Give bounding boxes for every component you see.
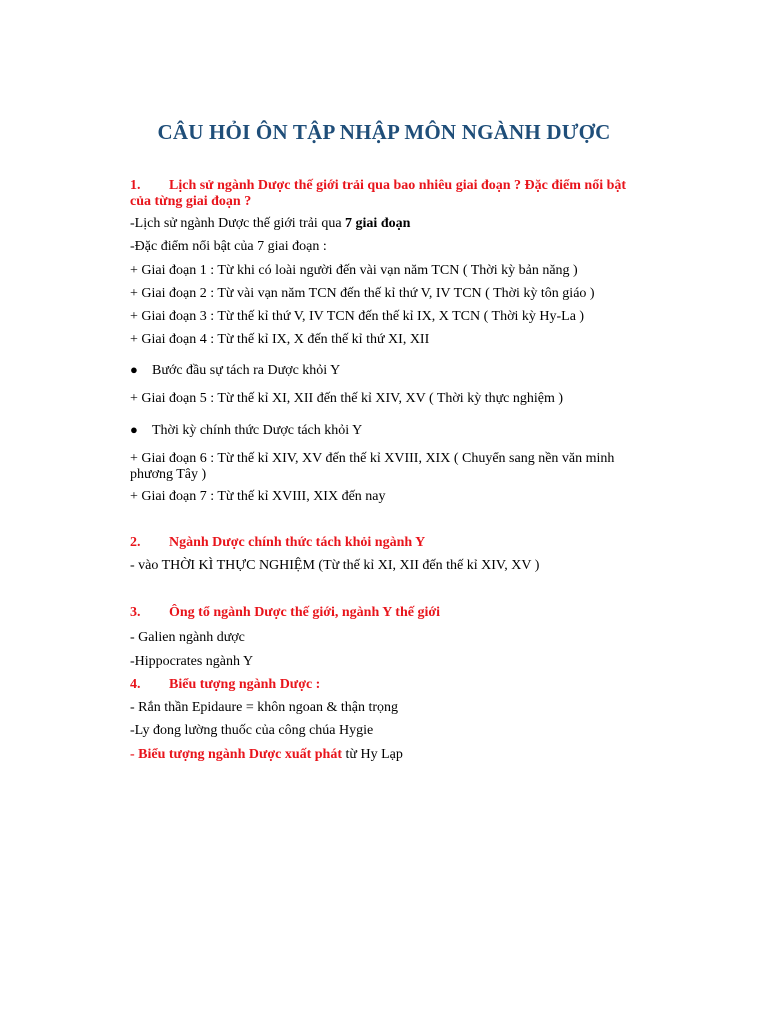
q2-answer: - vào THỜI KÌ THỰC NGHIỆM (Từ thế kỉ XI, XII đến thế kỉ XIV, XV ) [130, 558, 540, 573]
question-1-text: Lịch sử ngành Dược thế giới trải qua bao nhiêu giai đoạn ? Đặc điểm nổi bật của từng giai đoạn ? [130, 178, 627, 209]
q1-stage-7: + Giai đoạn 7 : Từ thế kỉ XVIII, XIX đến nay [130, 489, 386, 504]
question-3 [130, 605, 650, 621]
q4-answer-3 [130, 747, 650, 763]
question-3-text: Ông tổ ngành Dược thế giới, ngành Y thế giới [169, 605, 440, 620]
question-1-number: 1. [130, 178, 141, 193]
q1-bullet-2-text: Thời kỳ chính thức Dược tách khỏi Y [152, 423, 363, 438]
question-2-number: 2. [130, 535, 141, 550]
q1-answer-bold: 7 giai đoạn [345, 216, 411, 231]
q1-answer-stages [130, 216, 650, 232]
q4-answer-3-highlight: - Biểu tượng ngành Dược xuất phát [130, 747, 343, 762]
bullet-icon: ● [130, 422, 138, 437]
question-2 [130, 535, 650, 551]
q3-answer-1: - Galien ngành dược [130, 630, 245, 645]
q1-stage-5: + Giai đoạn 5 : Từ thế kỉ XI, XII đến thế kỉ XIV, XV ( Thời kỳ thực nghiệm ) [130, 391, 564, 406]
question-1 [130, 178, 650, 210]
bullet-icon: ● [130, 362, 138, 377]
q1-stage-1: + Giai đoạn 1 : Từ khi có loài người đến vài vạn năm TCN ( Thời kỳ bản năng ) [130, 263, 578, 278]
q1-bullet-2 [130, 422, 650, 439]
question-3-number: 3. [130, 605, 141, 620]
q4-answer-3-rest: từ Hy Lạp [342, 747, 403, 762]
question-2-text: Ngành Dược chính thức tách khỏi ngành Y [169, 535, 426, 550]
question-4-text: Biểu tượng ngành Dược : [169, 677, 321, 692]
question-4-number: 4. [130, 677, 141, 692]
q4-answer-2: -Ly đong lường thuốc của công chúa Hygie [130, 723, 374, 738]
q1-bullet-1 [130, 362, 650, 379]
q1-stage-2: + Giai đoạn 2 : Từ vài vạn năm TCN đến thế kỉ thứ V, IV TCN ( Thời kỳ tôn giáo ) [130, 286, 595, 301]
q1-features-label: -Đặc điểm nổi bật của 7 giai đoạn : [130, 239, 327, 254]
q1-stage-3: + Giai đoạn 3 : Từ thế kỉ thứ V, IV TCN đến thế kỉ IX, X TCN ( Thời kỳ Hy-La ) [130, 309, 585, 324]
q3-answer-2: -Hippocrates ngành Y [130, 654, 254, 669]
q1-bullet-1-text: Bước đầu sự tách ra Dược khỏi Y [152, 363, 341, 378]
question-4 [130, 677, 650, 693]
q1-answer-pre: -Lịch sử ngành Dược thế giới trải qua [130, 216, 346, 231]
q1-stage-6: + Giai đoạn 6 : Từ thế kỉ XIV, XV đến thế kỉ XVIII, XIX ( Chuyển sang nền văn minh phương Tây ) [130, 451, 615, 482]
q4-answer-1: - Rắn thần Epidaure = khôn ngoan & thận trọng [130, 700, 399, 715]
q1-stage-4: + Giai đoạn 4 : Từ thế kỉ IX, X đến thế kỉ thứ XI, XII [130, 332, 430, 347]
page-title: CÂU HỎI ÔN TẬP NHẬP MÔN NGÀNH DƯỢC [157, 120, 611, 144]
